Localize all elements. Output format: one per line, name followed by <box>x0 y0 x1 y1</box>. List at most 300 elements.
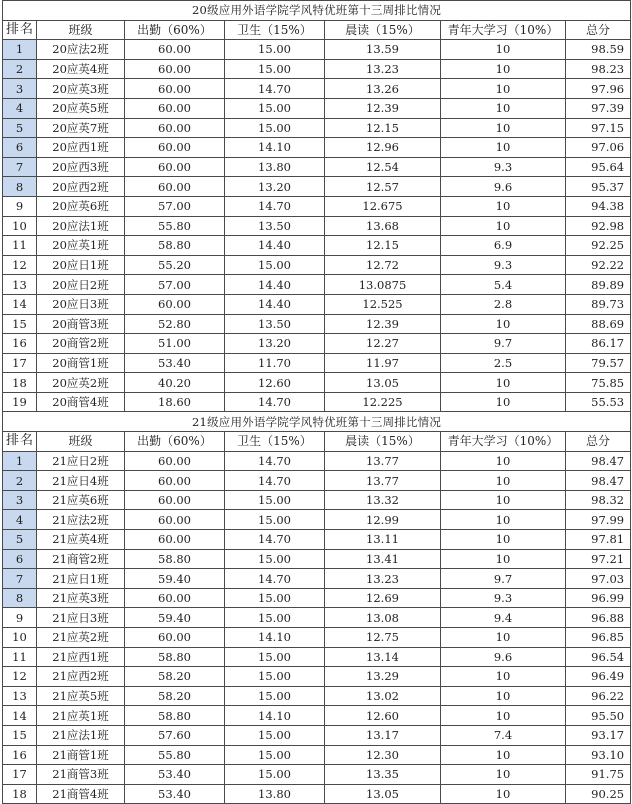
youth-study-cell: 10 <box>441 314 566 334</box>
class-cell: 20商管3班 <box>37 314 125 334</box>
rank-cell: 16 <box>3 745 37 765</box>
table-row <box>3 79 631 99</box>
morning-reading-cell: 13.08 <box>325 608 441 628</box>
total-cell: 96.49 <box>566 667 631 687</box>
youth-study-cell: 9.6 <box>441 647 566 667</box>
table-row <box>3 216 631 236</box>
table-row <box>3 471 631 491</box>
morning-reading-cell: 13.68 <box>325 216 441 236</box>
youth-study-cell: 10 <box>441 98 566 118</box>
class-cell: 21应英1班 <box>37 706 125 726</box>
total-cell: 92.22 <box>566 255 631 275</box>
morning-reading-cell: 13.02 <box>325 686 441 706</box>
hygiene-cell: 14.70 <box>225 392 325 412</box>
rank-cell: 13 <box>3 275 37 295</box>
morning-reading-cell: 12.225 <box>325 392 441 412</box>
morning-reading-cell: 12.675 <box>325 196 441 216</box>
total-cell: 92.98 <box>566 216 631 236</box>
class-cell: 21应英3班 <box>37 588 125 608</box>
class-cell: 20应英5班 <box>37 98 125 118</box>
attendance-cell: 57.00 <box>125 275 225 295</box>
class-cell: 20应日2班 <box>37 275 125 295</box>
rank-cell: 8 <box>3 177 37 197</box>
morning-reading-cell: 12.96 <box>325 138 441 158</box>
morning-reading-cell: 12.69 <box>325 588 441 608</box>
table-row <box>3 275 631 295</box>
table-row <box>3 314 631 334</box>
header-youth-study: 青年大学习（10%） <box>441 432 566 452</box>
rank-cell: 10 <box>3 628 37 648</box>
hygiene-cell: 15.00 <box>225 40 325 60</box>
hygiene-cell: 13.80 <box>225 157 325 177</box>
rank-cell: 13 <box>3 686 37 706</box>
youth-study-cell: 10 <box>441 471 566 491</box>
morning-reading-cell: 13.23 <box>325 59 441 79</box>
total-cell: 96.54 <box>566 647 631 667</box>
rank-cell: 11 <box>3 236 37 256</box>
class-cell: 20应日3班 <box>37 294 125 314</box>
rank-cell: 2 <box>3 471 37 491</box>
attendance-cell: 60.00 <box>125 588 225 608</box>
header-morning-reading: 晨读（15%） <box>325 432 441 452</box>
rank-cell: 4 <box>3 510 37 530</box>
total-cell: 89.89 <box>566 275 631 295</box>
rank-cell: 14 <box>3 294 37 314</box>
rank-cell: 15 <box>3 314 37 334</box>
total-cell: 55.53 <box>566 392 631 412</box>
class-cell: 21应日3班 <box>37 608 125 628</box>
table-row <box>3 98 631 118</box>
hygiene-cell: 13.50 <box>225 314 325 334</box>
hygiene-cell: 13.80 <box>225 784 325 804</box>
morning-reading-cell: 13.26 <box>325 79 441 99</box>
class-cell: 21商管1班 <box>37 745 125 765</box>
rank-cell: 2 <box>3 59 37 79</box>
total-cell: 95.50 <box>566 706 631 726</box>
hygiene-cell: 14.10 <box>225 706 325 726</box>
table-row <box>3 686 631 706</box>
youth-study-cell: 10 <box>441 373 566 393</box>
total-cell: 96.88 <box>566 608 631 628</box>
class-cell: 21应英4班 <box>37 530 125 550</box>
class-cell: 20应英2班 <box>37 373 125 393</box>
class-cell: 21应日2班 <box>37 451 125 471</box>
class-cell: 20应法2班 <box>37 40 125 60</box>
hygiene-cell: 13.50 <box>225 216 325 236</box>
morning-reading-cell: 12.30 <box>325 745 441 765</box>
morning-reading-cell: 12.72 <box>325 255 441 275</box>
hygiene-cell: 14.70 <box>225 530 325 550</box>
attendance-cell: 55.80 <box>125 745 225 765</box>
class-cell: 20应英3班 <box>37 79 125 99</box>
morning-reading-cell: 13.35 <box>325 765 441 785</box>
rank-cell: 11 <box>3 647 37 667</box>
hygiene-cell: 15.00 <box>225 118 325 138</box>
header-total: 总分 <box>566 20 631 40</box>
youth-study-cell: 10 <box>441 510 566 530</box>
header-attendance: 出勤（60%） <box>125 20 225 40</box>
rank-cell: 6 <box>3 549 37 569</box>
header-hygiene: 卫生（15%） <box>225 432 325 452</box>
youth-study-cell: 10 <box>441 59 566 79</box>
attendance-cell: 58.20 <box>125 667 225 687</box>
header-total: 总分 <box>566 432 631 452</box>
hygiene-cell: 15.00 <box>225 588 325 608</box>
class-cell: 20应西1班 <box>37 138 125 158</box>
hygiene-cell: 14.70 <box>225 471 325 491</box>
hygiene-cell: 14.10 <box>225 138 325 158</box>
table-row <box>3 530 631 550</box>
hygiene-cell: 11.70 <box>225 353 325 373</box>
attendance-cell: 52.80 <box>125 314 225 334</box>
rank-cell: 12 <box>3 255 37 275</box>
total-cell: 89.73 <box>566 294 631 314</box>
total-cell: 98.59 <box>566 40 631 60</box>
table-header-row <box>3 20 631 40</box>
class-cell: 20商管1班 <box>37 353 125 373</box>
rank-cell: 9 <box>3 608 37 628</box>
total-cell: 79.57 <box>566 353 631 373</box>
class-cell: 20商管2班 <box>37 334 125 354</box>
table-row <box>3 725 631 745</box>
total-cell: 97.81 <box>566 530 631 550</box>
rank-cell: 6 <box>3 138 37 158</box>
total-cell: 94.38 <box>566 196 631 216</box>
youth-study-cell: 2.5 <box>441 353 566 373</box>
total-cell: 97.03 <box>566 569 631 589</box>
table-row <box>3 784 631 804</box>
hygiene-cell: 15.00 <box>225 686 325 706</box>
rank-cell: 1 <box>3 451 37 471</box>
morning-reading-cell: 13.11 <box>325 530 441 550</box>
total-cell: 88.69 <box>566 314 631 334</box>
youth-study-cell: 10 <box>441 667 566 687</box>
table-header-row <box>3 432 631 452</box>
youth-study-cell: 10 <box>441 745 566 765</box>
youth-study-cell: 9.7 <box>441 569 566 589</box>
total-cell: 95.37 <box>566 177 631 197</box>
youth-study-cell: 7.4 <box>441 725 566 745</box>
header-attendance: 出勤（60%） <box>125 432 225 452</box>
hygiene-cell: 15.00 <box>225 667 325 687</box>
hygiene-cell: 15.00 <box>225 59 325 79</box>
class-cell: 20应西3班 <box>37 157 125 177</box>
class-cell: 21应英5班 <box>37 686 125 706</box>
table-row <box>3 59 631 79</box>
youth-study-cell: 10 <box>441 118 566 138</box>
total-cell: 96.22 <box>566 686 631 706</box>
morning-reading-cell: 12.39 <box>325 314 441 334</box>
youth-study-cell: 10 <box>441 216 566 236</box>
rank-cell: 19 <box>3 392 37 412</box>
youth-study-cell: 2.8 <box>441 294 566 314</box>
header-class: 班级 <box>37 20 125 40</box>
rank-cell: 12 <box>3 667 37 687</box>
attendance-cell: 60.00 <box>125 490 225 510</box>
hygiene-cell: 15.00 <box>225 745 325 765</box>
morning-reading-cell: 12.15 <box>325 236 441 256</box>
attendance-cell: 40.20 <box>125 373 225 393</box>
youth-study-cell: 10 <box>441 628 566 648</box>
youth-study-cell: 10 <box>441 490 566 510</box>
youth-study-cell: 9.4 <box>441 608 566 628</box>
header-morning-reading: 晨读（15%） <box>325 20 441 40</box>
rank-cell: 7 <box>3 569 37 589</box>
rank-cell: 3 <box>3 79 37 99</box>
total-cell: 97.06 <box>566 138 631 158</box>
total-cell: 97.96 <box>566 79 631 99</box>
hygiene-cell: 14.40 <box>225 236 325 256</box>
total-cell: 98.47 <box>566 471 631 491</box>
hygiene-cell: 14.70 <box>225 196 325 216</box>
class-cell: 21商管2班 <box>37 549 125 569</box>
class-cell: 21商管3班 <box>37 765 125 785</box>
rank-cell: 7 <box>3 157 37 177</box>
hygiene-cell: 13.20 <box>225 177 325 197</box>
header-hygiene: 卫生（15%） <box>225 20 325 40</box>
youth-study-cell: 10 <box>441 196 566 216</box>
class-cell: 20应英1班 <box>37 236 125 256</box>
total-cell: 97.15 <box>566 118 631 138</box>
hygiene-cell: 14.10 <box>225 628 325 648</box>
morning-reading-cell: 13.23 <box>325 569 441 589</box>
table-row <box>3 392 631 412</box>
hygiene-cell: 15.00 <box>225 765 325 785</box>
table-row <box>3 373 631 393</box>
youth-study-cell: 10 <box>441 765 566 785</box>
attendance-cell: 55.80 <box>125 216 225 236</box>
attendance-cell: 53.40 <box>125 353 225 373</box>
morning-reading-cell: 13.32 <box>325 490 441 510</box>
table-row <box>3 608 631 628</box>
attendance-cell: 60.00 <box>125 98 225 118</box>
attendance-cell: 60.00 <box>125 510 225 530</box>
hygiene-cell: 15.00 <box>225 98 325 118</box>
table-row <box>3 236 631 256</box>
total-cell: 93.10 <box>566 745 631 765</box>
table-row <box>3 294 631 314</box>
attendance-cell: 60.00 <box>125 138 225 158</box>
class-cell: 21商管4班 <box>37 784 125 804</box>
morning-reading-cell: 13.77 <box>325 451 441 471</box>
class-cell: 20应日1班 <box>37 255 125 275</box>
rank-cell: 1 <box>3 40 37 60</box>
hygiene-cell: 14.70 <box>225 79 325 99</box>
table-title: 20级应用外语学院学风特优班第十三周排比情况 <box>3 1 631 21</box>
attendance-cell: 60.00 <box>125 157 225 177</box>
youth-study-cell: 9.7 <box>441 334 566 354</box>
table-row <box>3 196 631 216</box>
class-cell: 20应英6班 <box>37 196 125 216</box>
rank-cell: 16 <box>3 334 37 354</box>
table-row <box>3 353 631 373</box>
attendance-cell: 59.40 <box>125 608 225 628</box>
attendance-cell: 60.00 <box>125 471 225 491</box>
total-cell: 93.17 <box>566 725 631 745</box>
class-cell: 20应英4班 <box>37 59 125 79</box>
hygiene-cell: 15.00 <box>225 549 325 569</box>
table-row <box>3 334 631 354</box>
table-row <box>3 628 631 648</box>
rank-cell: 17 <box>3 765 37 785</box>
rank-cell: 18 <box>3 784 37 804</box>
morning-reading-cell: 12.15 <box>325 118 441 138</box>
table-row <box>3 451 631 471</box>
table-row <box>3 647 631 667</box>
table-title-row <box>3 412 631 432</box>
table-row <box>3 745 631 765</box>
table-row <box>3 118 631 138</box>
table-row <box>3 510 631 530</box>
morning-reading-cell: 12.75 <box>325 628 441 648</box>
youth-study-cell: 10 <box>441 784 566 804</box>
total-cell: 92.25 <box>566 236 631 256</box>
total-cell: 86.17 <box>566 334 631 354</box>
total-cell: 98.23 <box>566 59 631 79</box>
attendance-cell: 60.00 <box>125 294 225 314</box>
table-row <box>3 765 631 785</box>
rank-cell: 4 <box>3 98 37 118</box>
attendance-cell: 57.60 <box>125 725 225 745</box>
rank-cell: 9 <box>3 196 37 216</box>
class-cell: 21应日1班 <box>37 569 125 589</box>
header-rank: 排名 <box>3 20 37 40</box>
class-cell: 20应法1班 <box>37 216 125 236</box>
youth-study-cell: 10 <box>441 549 566 569</box>
rank-cell: 3 <box>3 490 37 510</box>
total-cell: 96.85 <box>566 628 631 648</box>
rank-cell: 5 <box>3 118 37 138</box>
total-cell: 97.21 <box>566 549 631 569</box>
table-row <box>3 138 631 158</box>
class-cell: 20应西2班 <box>37 177 125 197</box>
attendance-cell: 58.80 <box>125 647 225 667</box>
youth-study-cell: 10 <box>441 530 566 550</box>
rank-cell: 17 <box>3 353 37 373</box>
hygiene-cell: 14.40 <box>225 275 325 295</box>
hygiene-cell: 14.40 <box>225 294 325 314</box>
total-cell: 90.25 <box>566 784 631 804</box>
attendance-cell: 60.00 <box>125 40 225 60</box>
youth-study-cell: 9.6 <box>441 177 566 197</box>
attendance-cell: 53.40 <box>125 765 225 785</box>
total-cell: 98.47 <box>566 451 631 471</box>
morning-reading-cell: 13.59 <box>325 40 441 60</box>
table-row <box>3 549 631 569</box>
total-cell: 91.75 <box>566 765 631 785</box>
header-rank: 排名 <box>3 432 37 452</box>
morning-reading-cell: 13.77 <box>325 471 441 491</box>
youth-study-cell: 10 <box>441 138 566 158</box>
youth-study-cell: 9.3 <box>441 588 566 608</box>
class-cell: 21应法1班 <box>37 725 125 745</box>
class-cell: 21应日4班 <box>37 471 125 491</box>
attendance-cell: 60.00 <box>125 451 225 471</box>
morning-reading-cell: 12.27 <box>325 334 441 354</box>
class-cell: 21应西2班 <box>37 667 125 687</box>
attendance-cell: 53.40 <box>125 784 225 804</box>
attendance-cell: 58.20 <box>125 686 225 706</box>
total-cell: 97.39 <box>566 98 631 118</box>
table-row <box>3 490 631 510</box>
youth-study-cell: 10 <box>441 686 566 706</box>
attendance-cell: 60.00 <box>125 628 225 648</box>
class-cell: 21应法2班 <box>37 510 125 530</box>
total-cell: 97.99 <box>566 510 631 530</box>
table-row <box>3 255 631 275</box>
hygiene-cell: 15.00 <box>225 725 325 745</box>
attendance-cell: 58.80 <box>125 706 225 726</box>
rank-cell: 15 <box>3 725 37 745</box>
youth-study-cell: 9.3 <box>441 255 566 275</box>
attendance-cell: 60.00 <box>125 59 225 79</box>
total-cell: 96.99 <box>566 588 631 608</box>
class-cell: 21应英6班 <box>37 490 125 510</box>
class-cell: 20商管4班 <box>37 392 125 412</box>
morning-reading-cell: 12.54 <box>325 157 441 177</box>
hygiene-cell: 15.00 <box>225 510 325 530</box>
attendance-cell: 60.00 <box>125 177 225 197</box>
hygiene-cell: 15.00 <box>225 647 325 667</box>
morning-reading-cell: 11.97 <box>325 353 441 373</box>
rank-cell: 5 <box>3 530 37 550</box>
table-row <box>3 706 631 726</box>
hygiene-cell: 15.00 <box>225 608 325 628</box>
youth-study-cell: 5.4 <box>441 275 566 295</box>
rank-cell: 8 <box>3 588 37 608</box>
attendance-cell: 60.00 <box>125 118 225 138</box>
total-cell: 95.64 <box>566 157 631 177</box>
table-row <box>3 588 631 608</box>
hygiene-cell: 14.70 <box>225 569 325 589</box>
attendance-cell: 60.00 <box>125 79 225 99</box>
youth-study-cell: 10 <box>441 392 566 412</box>
attendance-cell: 18.60 <box>125 392 225 412</box>
table-row <box>3 569 631 589</box>
morning-reading-cell: 13.17 <box>325 725 441 745</box>
total-cell: 98.32 <box>566 490 631 510</box>
youth-study-cell: 6.9 <box>441 236 566 256</box>
rank-cell: 10 <box>3 216 37 236</box>
table-row <box>3 40 631 60</box>
attendance-cell: 55.20 <box>125 255 225 275</box>
attendance-cell: 58.80 <box>125 236 225 256</box>
youth-study-cell: 10 <box>441 79 566 99</box>
attendance-cell: 57.00 <box>125 196 225 216</box>
header-class: 班级 <box>37 432 125 452</box>
morning-reading-cell: 13.41 <box>325 549 441 569</box>
morning-reading-cell: 13.05 <box>325 373 441 393</box>
morning-reading-cell: 12.60 <box>325 706 441 726</box>
table-title-row <box>3 1 631 21</box>
youth-study-cell: 10 <box>441 451 566 471</box>
youth-study-cell: 9.3 <box>441 157 566 177</box>
hygiene-cell: 12.60 <box>225 373 325 393</box>
morning-reading-cell: 12.99 <box>325 510 441 530</box>
morning-reading-cell: 12.39 <box>325 98 441 118</box>
hygiene-cell: 15.00 <box>225 255 325 275</box>
table-row <box>3 177 631 197</box>
morning-reading-cell: 13.29 <box>325 667 441 687</box>
morning-reading-cell: 12.525 <box>325 294 441 314</box>
header-youth-study: 青年大学习（10%） <box>441 20 566 40</box>
hygiene-cell: 14.70 <box>225 451 325 471</box>
ranking-table <box>2 0 631 804</box>
attendance-cell: 51.00 <box>125 334 225 354</box>
morning-reading-cell: 13.05 <box>325 784 441 804</box>
table-title: 21级应用外语学院学风特优班第十三周排比情况 <box>3 412 631 432</box>
attendance-cell: 59.40 <box>125 569 225 589</box>
